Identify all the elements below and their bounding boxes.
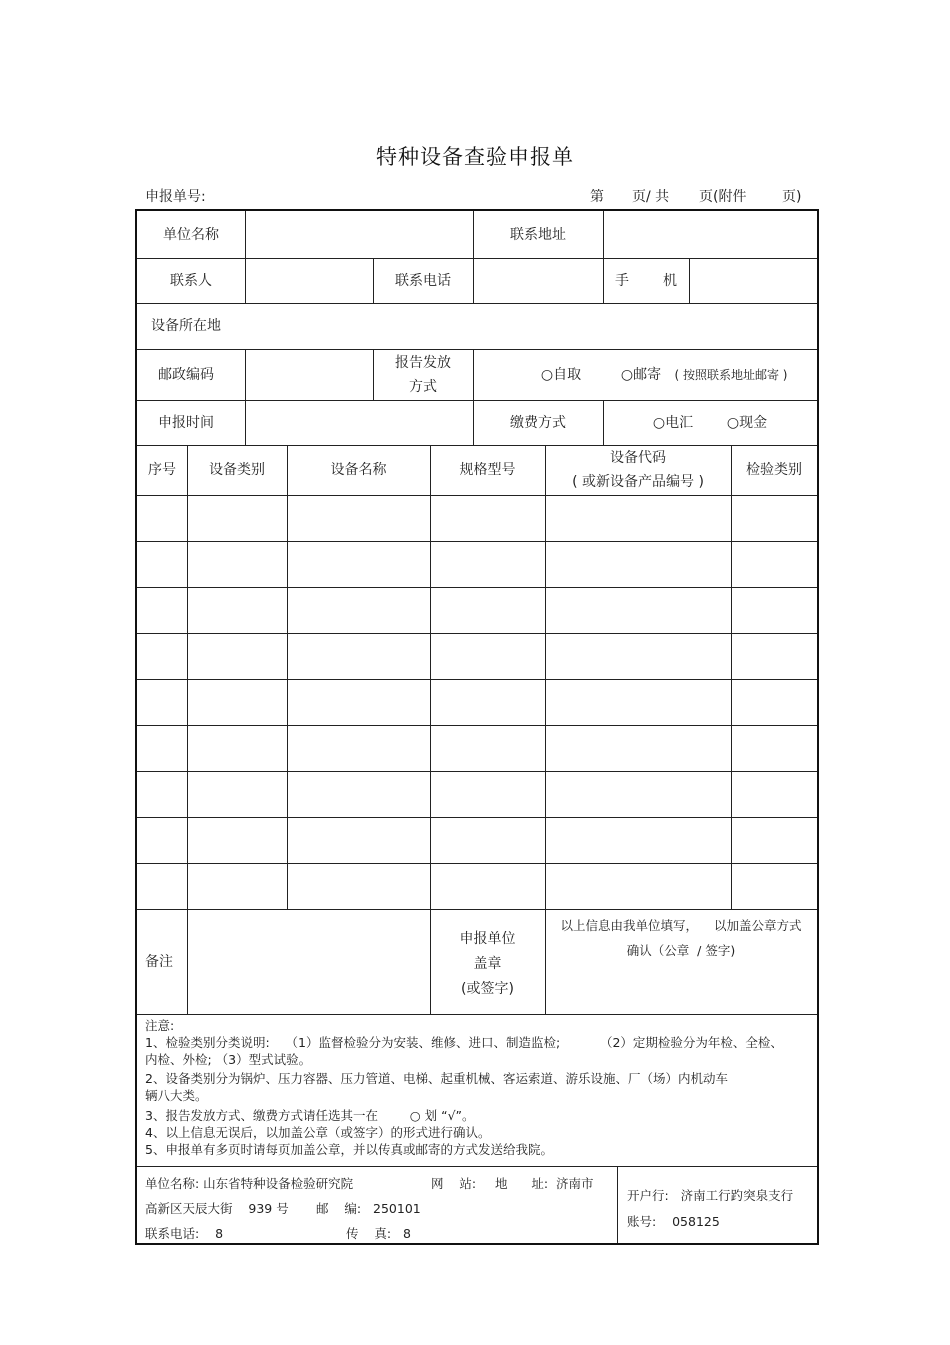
report-issue-label-line1: 报告发放 xyxy=(395,354,451,371)
col-header-code-line1: 设备代码 xyxy=(610,450,666,466)
equipment-location-label: 设备所在地 xyxy=(151,318,221,334)
footer-phone: 联系电话: 8 xyxy=(145,1226,224,1241)
option-mail-note: ( 按照联系地址邮寄 ) xyxy=(674,367,788,382)
col-header-category: 设备类别 xyxy=(209,462,265,478)
col-header-model: 规格型号 xyxy=(459,462,516,478)
footer-bank: 开户行: 济南工行趵突泉支行 xyxy=(627,1188,794,1203)
page-label: 第 xyxy=(590,189,604,205)
payment-method-label: 缴费方式 xyxy=(510,414,566,431)
footer-unit-name: 单位名称: 山东省特种设备检验研究院 xyxy=(145,1176,354,1191)
attachment-pages-end: 页) xyxy=(782,189,802,205)
mobile-label xyxy=(603,258,689,303)
notes-line: 5、申报单有多页时请每页加盖公章，并以传真或邮寄的方式发送给我院。 xyxy=(145,1142,553,1157)
notes-section xyxy=(145,1017,811,1158)
table-row[interactable] xyxy=(137,587,817,633)
notes-heading: 注意: xyxy=(145,1018,175,1033)
postal-code-label: 邮政编码 xyxy=(158,366,214,383)
unit-name-label: 单位名称 xyxy=(163,226,219,243)
seal-label-line2: 盖章 xyxy=(473,955,502,972)
remarks-label: 备注 xyxy=(145,953,173,970)
report-issue-label xyxy=(373,349,473,400)
contact-phone-label: 联系电话 xyxy=(395,272,451,289)
seal-label-line3: (或签字) xyxy=(461,980,514,997)
total-pages-label: 页(附件 xyxy=(699,189,747,205)
table-row[interactable] xyxy=(137,495,817,541)
option-mail[interactable]: ○邮寄 xyxy=(620,366,662,383)
notes-line: 4、以上信息无误后，以加盖公章（或签字）的形式进行确认。 xyxy=(145,1125,491,1140)
postal-code-field[interactable] xyxy=(246,349,373,400)
application-form xyxy=(135,209,819,1245)
confirmation-text xyxy=(545,913,817,963)
col-header-code xyxy=(545,445,731,495)
contact-person-label: 联系人 xyxy=(170,272,212,289)
form-number-label: 申报单号: xyxy=(145,189,206,205)
contact-person-field[interactable] xyxy=(246,258,373,303)
table-row[interactable] xyxy=(137,541,817,587)
mobile-label-part2: 机 xyxy=(663,272,677,289)
remarks-field[interactable] xyxy=(188,909,430,1014)
notes-line: 辆八大类。 xyxy=(145,1088,208,1103)
col-header-inspection-type: 检验类别 xyxy=(746,462,802,478)
page-separator: 页/ 共 xyxy=(632,189,670,205)
contact-phone-field[interactable] xyxy=(474,258,603,303)
footer-fax: 传 真: 8 xyxy=(346,1226,411,1241)
footer-postcode: 邮 编: 250101 xyxy=(316,1201,421,1216)
table-row[interactable] xyxy=(137,771,817,817)
table-row[interactable] xyxy=(137,633,817,679)
table-row[interactable] xyxy=(137,863,817,909)
footer-website: 网 站: xyxy=(431,1176,477,1191)
footer-address-line2: 高新区天辰大街 939 号 xyxy=(145,1201,289,1216)
notes-line: 内检、外检; （3）型式试验。 xyxy=(145,1052,312,1067)
option-self-pickup[interactable]: ○自取 xyxy=(540,366,582,383)
table-row[interactable] xyxy=(137,725,817,771)
equipment-location-field[interactable] xyxy=(246,303,817,349)
col-header-seq: 序号 xyxy=(148,462,176,478)
confirmation-line1: 以上信息由我单位填写， 以加盖公章方式 xyxy=(560,918,802,933)
option-cash[interactable]: ○现金 xyxy=(726,414,768,431)
report-time-label: 申报时间 xyxy=(158,414,214,431)
footer-account: 账号: 058125 xyxy=(627,1214,720,1229)
contact-address-field[interactable] xyxy=(604,211,817,258)
seal-label xyxy=(430,919,545,1009)
contact-address-label: 联系地址 xyxy=(510,226,566,243)
mobile-field[interactable] xyxy=(690,258,817,303)
unit-name-field[interactable] xyxy=(246,211,473,258)
option-wire-transfer[interactable]: ○电汇 xyxy=(652,414,694,431)
notes-line: 3、报告发放方式、缴费方式请任选其一在 ○ 划 “√”。 xyxy=(145,1108,475,1123)
report-issue-label-line2: 方式 xyxy=(409,378,437,395)
col-header-name: 设备名称 xyxy=(330,462,387,478)
footer-address: 地 址: 济南市 xyxy=(495,1176,594,1191)
table-row[interactable] xyxy=(137,817,817,863)
col-header-code-line2: ( 或新设备产品编号 ) xyxy=(572,474,704,490)
mobile-label-part1: 手 xyxy=(615,272,629,289)
seal-label-line1: 申报单位 xyxy=(459,930,516,947)
confirmation-line2: 确认（公章 / 签字) xyxy=(626,943,736,958)
table-row[interactable] xyxy=(137,679,817,725)
notes-line: 1、检验类别分类说明: （1）监督检验分为安装、维修、进口、制造监检; （2）定期检验分为年检、全检、 xyxy=(145,1035,783,1050)
report-time-field[interactable] xyxy=(246,400,473,445)
form-title: 特种设备查验申报单 xyxy=(376,145,574,169)
notes-line: 2、设备类别分为锅炉、压力容器、压力管道、电梯、起重机械、客运索道、游乐设施、厂（场）内机动车 xyxy=(145,1071,728,1086)
